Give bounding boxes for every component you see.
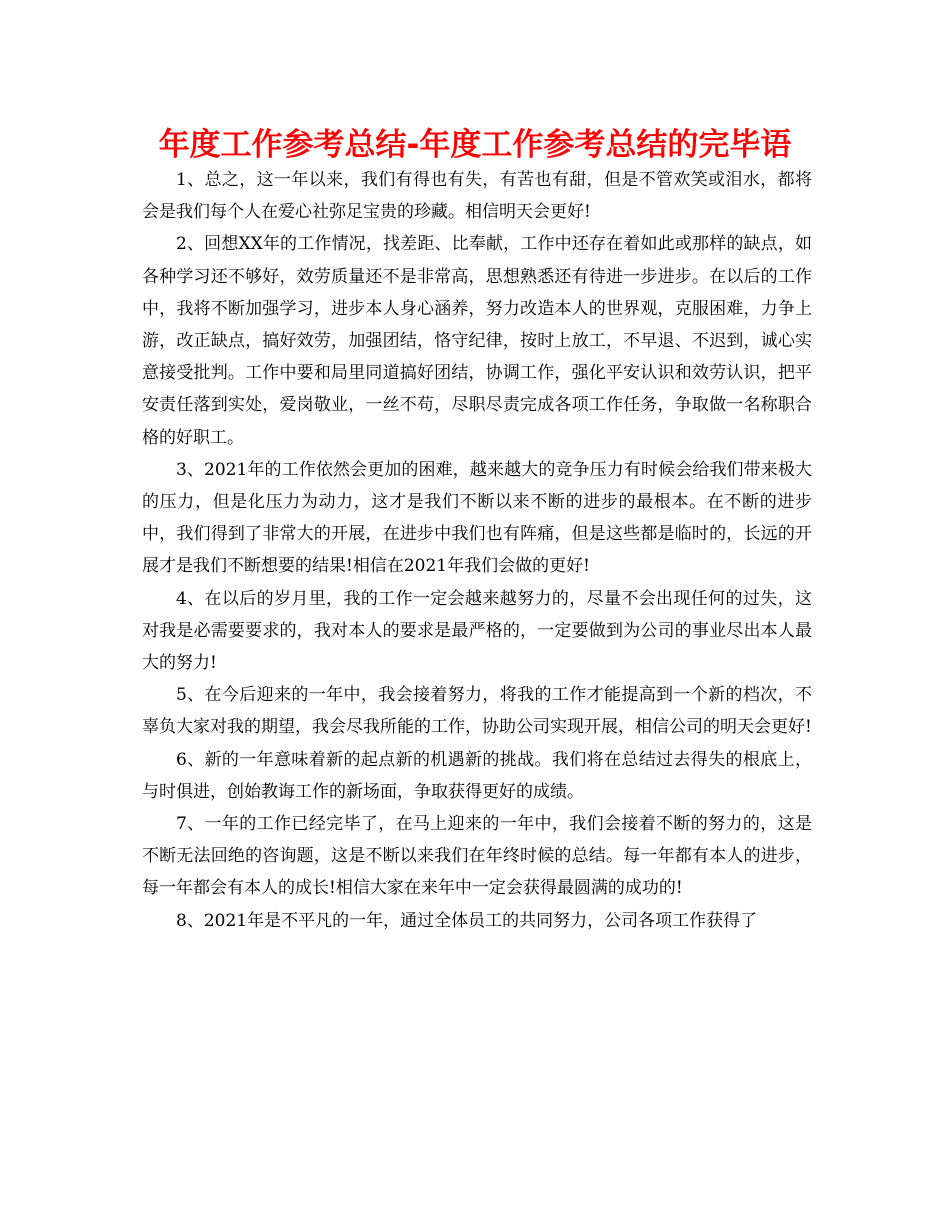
paragraph-7: 7、一年的工作已经完毕了，在马上迎来的一年中，我们会接着不断的努力的，这是不断无法回绝的咨询题，这是不断以来我们在年终时候的总结。每一年都有本人的进步，每一年都会有本人的成长!相信大家在来年中一定会获得最圆满的成功的!: [142, 814, 812, 899]
paragraph-1: 1、总之，这一年以来，我们有得也有失，有苦也有甜，但是不管欢笑或泪水，都将会是我们每个人在爱心社弥足宝贵的珍藏。相信明天会更好!: [142, 170, 812, 223]
document-body: [142, 164, 812, 937]
paragraph-6: 6、新的一年意味着新的起点新的机遇新的挑战。我们将在总结过去得失的根底上，与时俱进，创始教诲工作的新场面，争取获得更好的成绩。: [142, 749, 812, 802]
paragraph-8: 8、2021年是不平凡的一年，通过全体员工的共同努力，公司各项工作获得了: [176, 910, 758, 931]
document-title: 年度工作参考总结-年度工作参考总结的完毕语: [158, 127, 792, 163]
paragraph-5: 5、在今后迎来的一年中，我会接着努力，将我的工作才能提高到一个新的档次，不辜负大家对我的期望，我会尽我所能的工作，协助公司实现开展，相信公司的明天会更好!: [142, 685, 812, 738]
paragraph-4: 4、在以后的岁月里，我的工作一定会越来越努力的，尽量不会出现任何的过失，这对我是必需要要求的，我对本人的要求是最严格的，一定要做到为公司的事业尽出本人最大的努力!: [142, 588, 812, 674]
paragraph-2: 2、回想XX年的工作情况，找差距、比奉献，工作中还存在着如此或那样的缺点，如各种学习还不够好，效劳质量还不是非常高，思想熟悉还有待进一步进步。在以后的工作中，我将不断加强学习，进步本人身心涵养，努力改造本人的世界观，克服困难，力争上游，改正缺点，搞好效劳，加强团结，恪守纪律，按时上放工，不早退、不迟到，诚心实意接受批判。工作中要和局里同道搞好团结，协调工作，强化平安认识和效劳认识，把平安责任落到实处，爱岗敬业，一丝不苟，尽职尽责完成各项工作任务，争取做一名称职合格的好职工。: [142, 234, 812, 448]
paragraph-3: 3、2021年的工作依然会更加的困难，越来越大的竞争压力有时候会给我们带来极大的压力，但是化压力为动力，这才是我们不断以来不断的进步的最根本。在不断的进步中，我们得到了非常大的开展，在进步中我们也有阵痛，但是这些都是临时的，长远的开展才是我们不断想要的结果!相信在2021年我们会做的更好!: [142, 459, 812, 577]
